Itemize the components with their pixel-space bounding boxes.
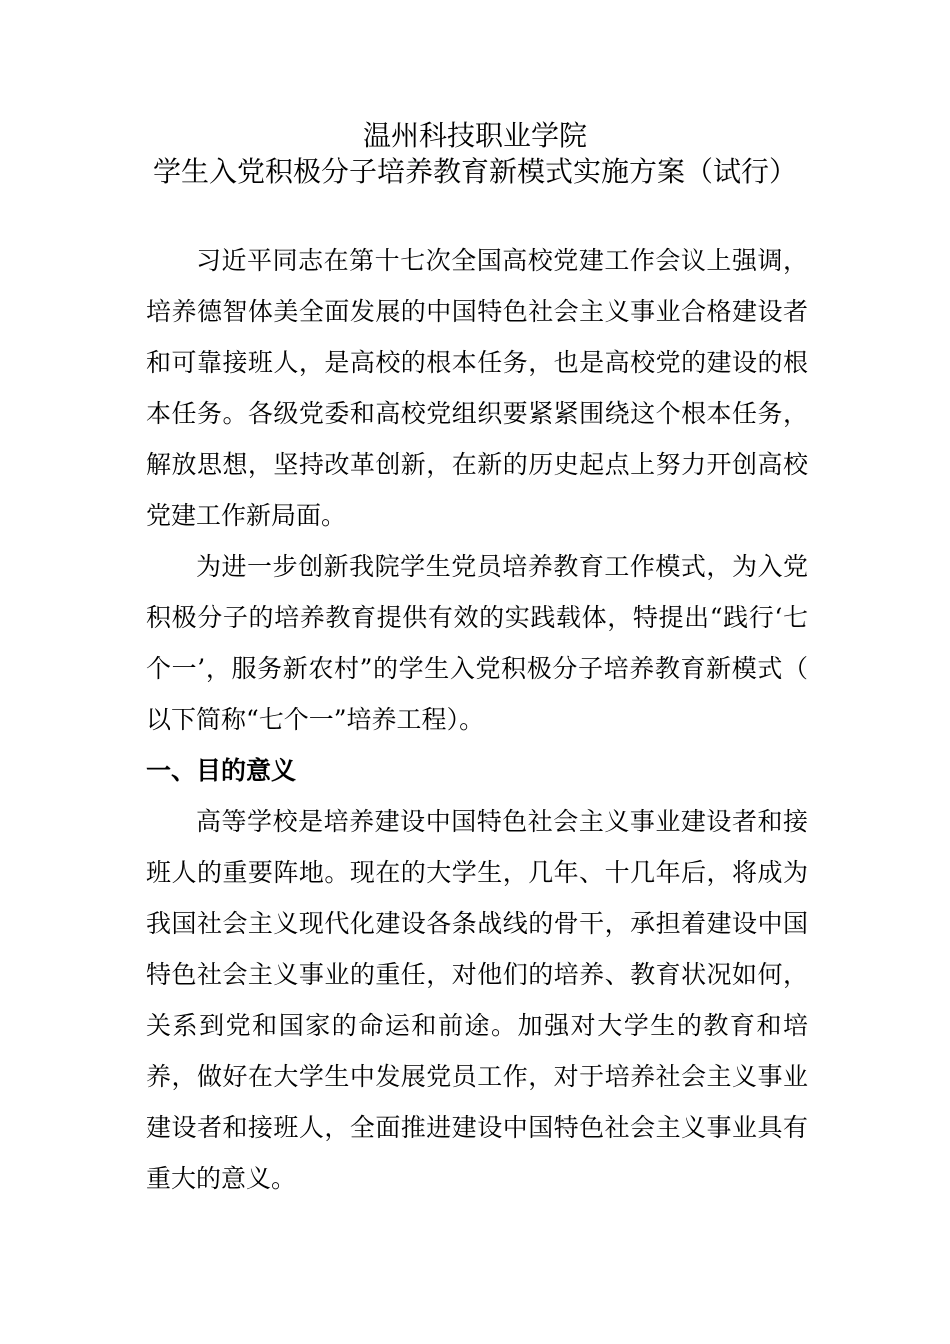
intro-paragraph-2: 为进一步创新我院学生党员培养教育工作模式，为入党积极分子的培养教育提供有效的实践载体，特提出“践行‘七个一’，服务新农村”的学生入党积极分子培养教育新模式（ 以下简称“七个一”培养工程）。 <box>146 552 808 734</box>
document-body <box>146 235 808 1204</box>
document-title <box>0 118 950 190</box>
section-heading-purpose: 一、目的意义 <box>146 756 297 785</box>
intro-paragraph-1: 习近平同志在第十七次全国高校党建工作会议上强调，培养德智体美全面发展的中国特色社会主义事业合格建设者和可靠接班人，是高校的根本任务，也是高校党的建设的根本任务。各级党委和高校党组织要紧紧围绕这个根本任务，解放思想，坚持改革创新，在新的历史起点上努力开创高校党建工作新局面。 <box>146 246 808 530</box>
title-plan-name: 学生入党积极分子培养教育新模式实施方案（试行） <box>152 155 797 188</box>
section-purpose-paragraph: 高等学校是培养建设中国特色社会主义事业建设者和接班人的重要阵地。现在的大学生，几年、十几年后，将成为我国社会主义现代化建设各条战线的骨干，承担着建设中国特色社会主义事业的重任，对他们的培养、教育状况如何，关系到党和国家的命运和前途。加强对大学生的教育和培养，做好在大学生中发展党员工作，对于培养社会主义事业建设者和接班人，全面推进建设中国特色社会主义事业具有重大的意义。 <box>146 807 808 1193</box>
title-institution: 温州科技职业学院 <box>362 119 587 152</box>
